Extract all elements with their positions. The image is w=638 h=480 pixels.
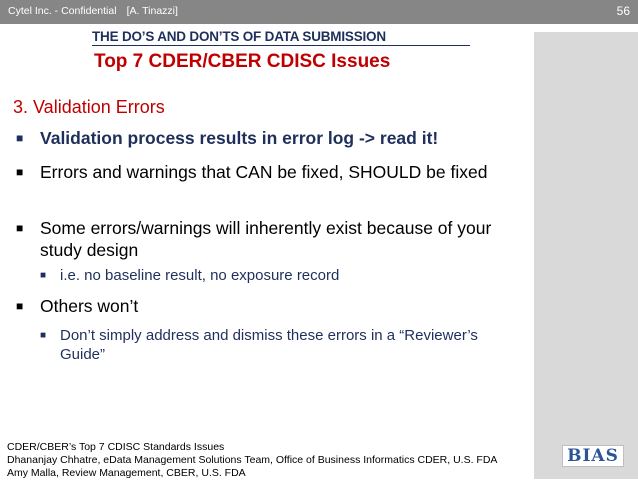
sub-bullet-text: i.e. no baseline result, no exposure record — [60, 267, 340, 284]
bullet-2 — [16, 161, 520, 183]
footer-line-2: Dhananjay Chhatre, eData Management Solutions Team, Office of Business Informatics CDER, U.S. FDA — [7, 454, 498, 466]
bullet-marker-icon: ■ — [16, 165, 24, 179]
bullet-marker-icon: ■ — [16, 131, 24, 145]
header-meta — [8, 5, 188, 17]
slide-title: Top 7 CDER/CBER CDISC Issues — [94, 51, 391, 72]
bullet-1 — [16, 127, 540, 149]
bullet-marker-icon: ■ — [40, 270, 47, 281]
bullet-text: Others won’t — [40, 296, 139, 316]
side-panel-strip — [534, 24, 638, 32]
footer-line-1: CDER/CBER’s Top 7 CDISC Standards Issues — [7, 441, 225, 453]
sub-bullet-2 — [40, 326, 485, 364]
sub-bullet-text: Don’t simply address and dismiss these errors in a “Reviewer’s Guide” — [60, 327, 478, 363]
bullet-marker-icon: ■ — [16, 299, 24, 313]
bullet-marker-icon: ■ — [16, 221, 24, 235]
bullet-4 — [16, 295, 520, 317]
bullet-marker-icon: ■ — [40, 330, 47, 341]
slide-subtitle: THE DO’S AND DON’TS OF DATA SUBMISSION — [92, 29, 470, 46]
bullet-text: Errors and warnings that CAN be fixed, SHOULD be fixed — [40, 162, 488, 182]
side-panel — [534, 24, 638, 479]
sub-bullet-1 — [40, 266, 510, 285]
bullet-text: Some errors/warnings will inherently exist because of your study design — [40, 218, 492, 260]
company-label: Cytel Inc. - Confidential — [8, 5, 117, 17]
footer-citation — [7, 441, 497, 480]
section-heading: 3. Validation Errors — [13, 97, 165, 117]
bullet-text: Validation process results in error log -> read it! — [40, 128, 439, 148]
page-number: 56 — [616, 4, 630, 18]
top-bar — [0, 0, 638, 24]
bias-logo: BIAS — [562, 445, 624, 467]
author-label: [A. Tinazzi] — [126, 5, 178, 17]
footer-line-3: Amy Malla, Review Management, CBER, U.S. FDA — [7, 467, 246, 479]
bullet-3 — [16, 217, 525, 261]
